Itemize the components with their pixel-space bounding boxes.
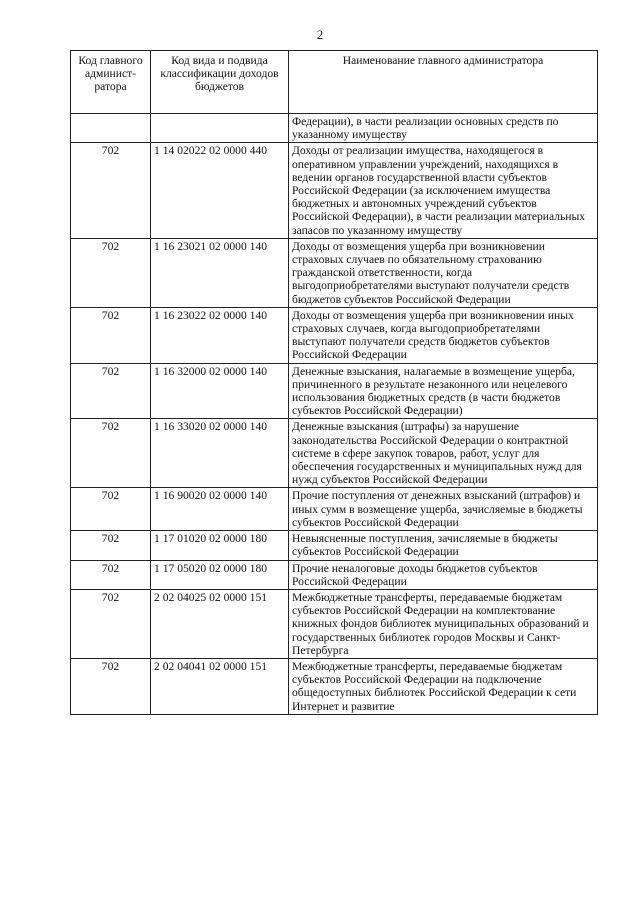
admin-name-cell: Денежные взыскания (штрафы) за нарушение законодательства Российской Федерации о контрактной системе в сфере закупок товаров, работ, услуг для обеспечения государственных и муниципальных нужд для нужд субъектов Российской Федерации [289, 419, 598, 488]
table-row [71, 419, 598, 488]
kbk-cell: 2 02 04041 02 0000 151 [151, 658, 289, 714]
kbk-cell: 1 16 90020 02 0000 140 [151, 488, 289, 531]
admin-code-cell: 702 [71, 307, 151, 363]
revenue-administrator-table [70, 50, 598, 715]
header-admin-code: Код главного админист-ратора [71, 51, 151, 114]
admin-code-cell: 702 [71, 143, 151, 238]
kbk-cell: 1 16 23021 02 0000 140 [151, 238, 289, 307]
admin-code-cell: 702 [71, 419, 151, 488]
admin-code-cell: 702 [71, 488, 151, 531]
admin-code-cell: 702 [71, 589, 151, 658]
page-number: 2 [316, 27, 324, 42]
kbk-cell: 1 16 33020 02 0000 140 [151, 419, 289, 488]
kbk-cell: 1 16 23022 02 0000 140 [151, 307, 289, 363]
admin-code-cell: 702 [71, 658, 151, 714]
kbk-cell [151, 114, 289, 143]
table-row [71, 560, 598, 589]
table-row [71, 238, 598, 307]
kbk-cell: 1 17 01020 02 0000 180 [151, 531, 289, 560]
header-admin-name: Наименование главного администратора [289, 51, 598, 114]
admin-name-cell: Доходы от возмещения ущерба при возникновении страховых случаев по обязательному страхованию гражданской ответственности, когда выгодоприобретателями выступают получатели средств бюджетов субъектов Российской Федерации [289, 238, 598, 307]
admin-name-cell: Денежные взыскания, налагаемые в возмещение ущерба, причиненного в результате незаконного или нецелевого использования бюджетных средств (в части бюджетов субъектов Российской Федерации) [289, 363, 598, 419]
table-row [71, 143, 598, 238]
header-kbk: Код вида и подвида классификации доходов бюджетов [151, 51, 289, 114]
table-row [71, 363, 598, 419]
admin-name-cell: Межбюджетные трансферты, передаваемые бюджетам субъектов Российской Федерации на комплектование книжных фондов библиотек муниципальных образований и государственных библиотек городов Москвы и Санкт-Петербурга [289, 589, 598, 658]
table-row [71, 488, 598, 531]
kbk-cell: 1 17 05020 02 0000 180 [151, 560, 289, 589]
admin-name-cell: Межбюджетные трансферты, передаваемые бюджетам субъектов Российской Федерации на подключение общедоступных библиотек Российской Федерации к сети Интернет и развитие [289, 658, 598, 714]
kbk-cell: 2 02 04025 02 0000 151 [151, 589, 289, 658]
table-row [71, 589, 598, 658]
admin-code-cell: 702 [71, 560, 151, 589]
kbk-cell: 1 14 02022 02 0000 440 [151, 143, 289, 238]
admin-name-cell: Невыясненные поступления, зачисляемые в бюджеты субъектов Российской Федерации [289, 531, 598, 560]
admin-code-cell: 702 [71, 238, 151, 307]
table-row [71, 114, 598, 143]
table-row [71, 658, 598, 714]
table-row [71, 531, 598, 560]
admin-name-cell: Федерации), в части реализации основных средств по указанному имуществу [289, 114, 598, 143]
table-header-row [71, 51, 598, 114]
table-row [71, 307, 598, 363]
admin-code-cell: 702 [71, 363, 151, 419]
admin-code-cell: 702 [71, 531, 151, 560]
admin-name-cell: Прочие неналоговые доходы бюджетов субъектов Российской Федерации [289, 560, 598, 589]
admin-name-cell: Доходы от возмещения ущерба при возникновении иных страховых случаев, когда выгодоприобретателями выступают получатели средств бюджетов субъектов Российской Федерации [289, 307, 598, 363]
admin-name-cell: Доходы от реализации имущества, находящегося в оперативном управлении учреждений, находящихся в ведении органов государственной власти субъектов Российской Федерации (за исключением имущества бюджетных и автономных учреждений субъектов Российской Федерации), в части реализации материальных запасов по указанному имуществу [289, 143, 598, 238]
admin-code-cell [71, 114, 151, 143]
admin-name-cell: Прочие поступления от денежных взысканий (штрафов) и иных сумм в возмещение ущерба, зачисляемые в бюджеты субъектов Российской Федерации [289, 488, 598, 531]
kbk-cell: 1 16 32000 02 0000 140 [151, 363, 289, 419]
